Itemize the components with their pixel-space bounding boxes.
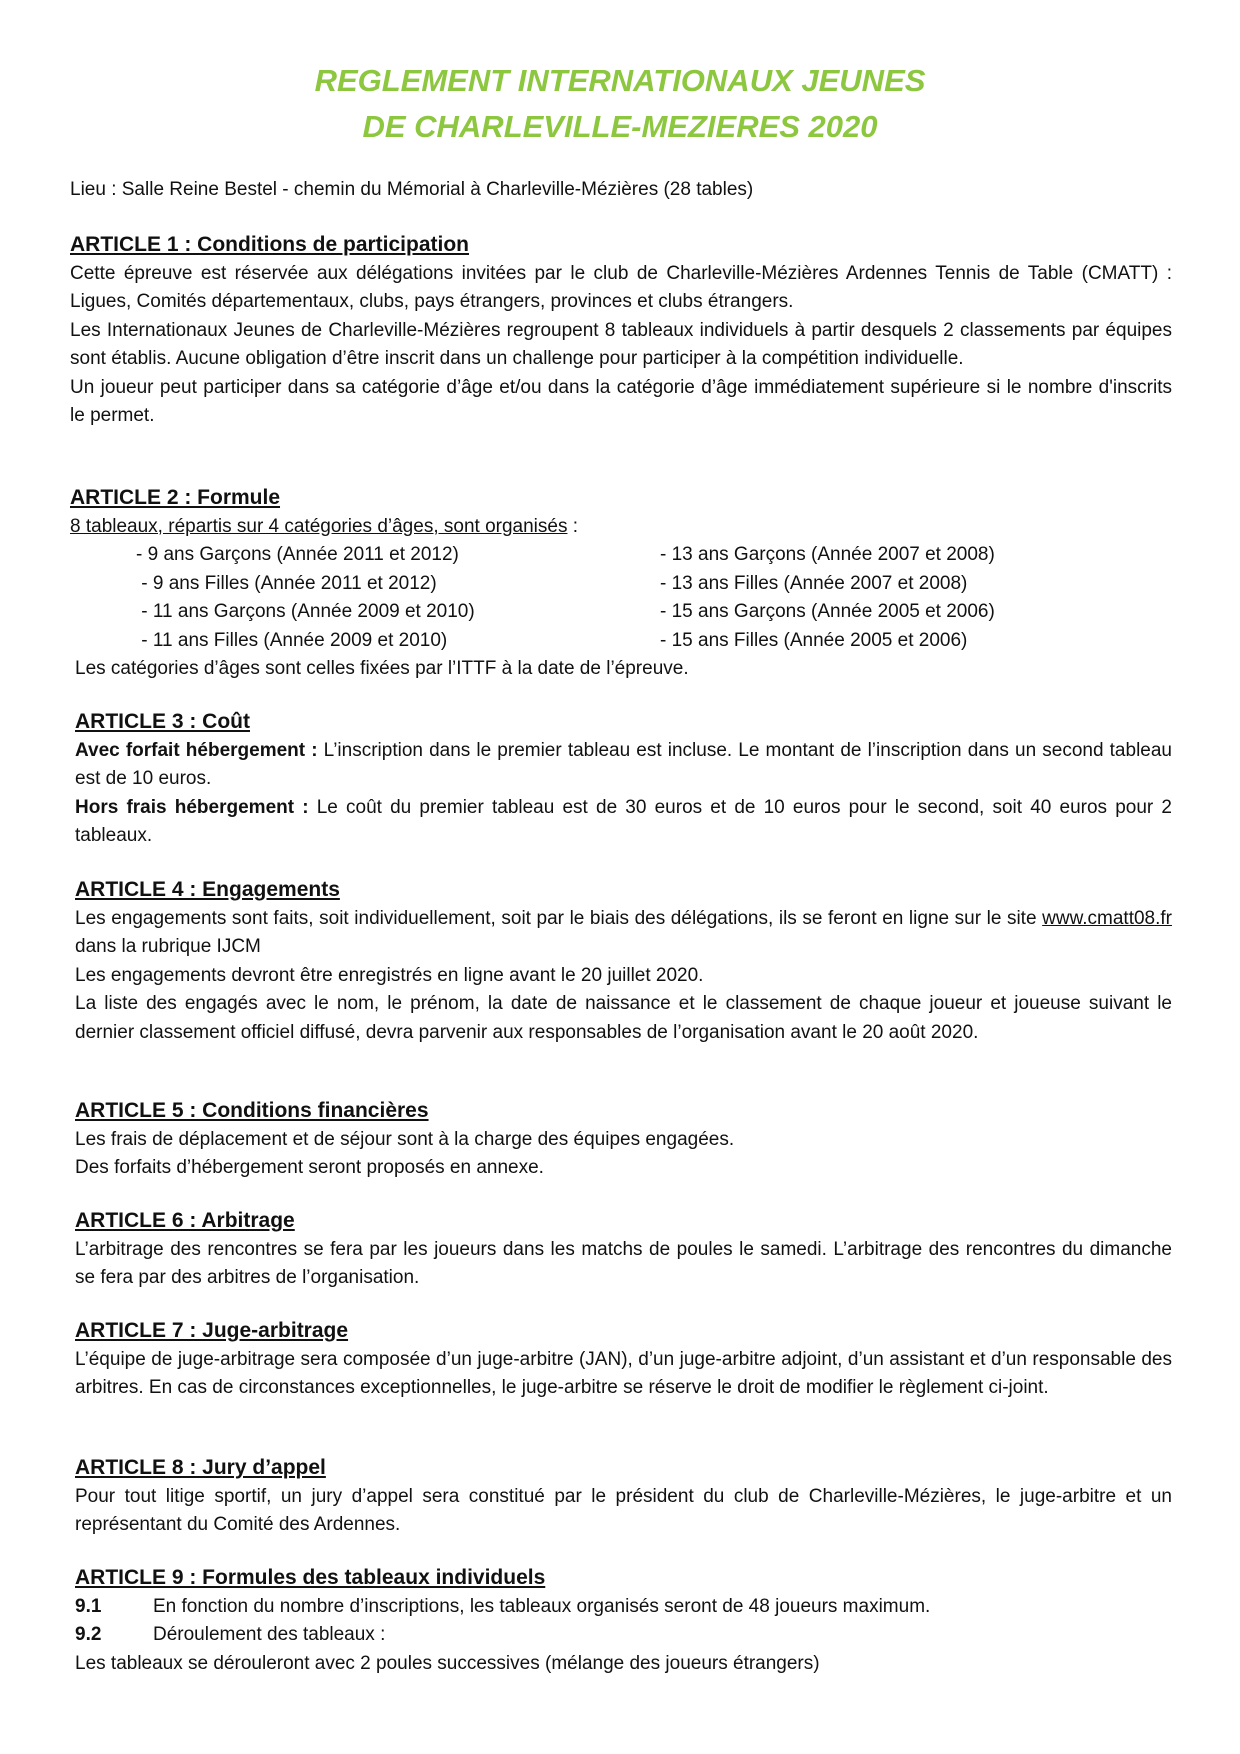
article-4 <box>75 876 1172 1047</box>
category-item: - 9 ans Garçons (Année 2011 et 2012) <box>136 544 459 565</box>
article-5-p1: Les frais de déplacement et de séjour sont à la charge des équipes engagées. <box>75 1128 735 1150</box>
categories-list <box>70 541 1172 655</box>
article-3-p2 <box>75 794 1172 851</box>
article-3-text-1: L’inscription dans le premier tableau est incluse. Le montant de l’inscription dans un second tableau est de 10 euros. <box>75 739 1172 789</box>
category-item: - 13 ans Filles (Année 2007 et 2008) <box>660 572 968 594</box>
category-item: - 11 ans Filles (Année 2009 et 2010) <box>136 629 448 651</box>
article-3-heading: ARTICLE 3 : Coût <box>75 710 250 733</box>
article-2-intro-line <box>70 513 1172 542</box>
article-3-label-1: Avec forfait hébergement : <box>75 739 318 761</box>
article-2-intro: 8 tableaux, répartis sur 4 catégories d’âges, sont organisés <box>70 515 568 537</box>
article-3 <box>75 708 1172 851</box>
article-4-p3: La liste des engagés avec le nom, le prénom, la date de naissance et le classement de chaque joueur et joueuse suivant le dernier classement officiel diffusé, devra parvenir aux responsables de l’organisation avant le 20 août 2020. <box>75 993 1172 1043</box>
item-text: Déroulement des tableaux : <box>153 1624 386 1645</box>
category-item: - 15 ans Garçons (Année 2005 et 2006) <box>660 601 995 622</box>
article-6-heading: ARTICLE 6 : Arbitrage <box>75 1209 295 1232</box>
category-item: - 11 ans Garçons (Année 2009 et 2010) <box>136 601 475 622</box>
article-8 <box>75 1454 1172 1540</box>
article-7-heading: ARTICLE 7 : Juge-arbitrage <box>75 1319 349 1342</box>
article-9-item-2 <box>75 1621 1172 1650</box>
category-item: - 9 ans Filles (Année 2011 et 2012) <box>136 572 437 594</box>
website-link[interactable]: www.cmatt08.fr <box>1042 907 1172 929</box>
article-4-p1-after: dans la rubrique IJCM <box>75 936 261 957</box>
article-5 <box>75 1097 1172 1183</box>
article-9-heading: ARTICLE 9 : Formules des tableaux individuels <box>75 1566 546 1589</box>
lieu-line <box>70 176 1172 205</box>
article-3-p1 <box>75 737 1172 794</box>
article-1-p1: Cette épreuve est réservée aux délégations invitées par le club de Charleville-Mézières Ardennes Tennis de Table (CMATT) : Ligues, Comités départementaux, clubs, pays étrangers, provinces et clubs étrangers. <box>70 262 1172 312</box>
categories-left-column <box>70 541 660 655</box>
article-4-p1-before: Les engagements sont faits, soit individuellement, soit par le biais des délégations, ils se feront en ligne sur le site <box>75 907 1043 929</box>
article-1-p3: Un joueur peut participer dans sa catégorie d’âge et/ou dans la catégorie d’âge immédiatement supérieure si le nombre d'inscrits le permet. <box>70 376 1172 426</box>
title-line-1: REGLEMENT INTERNATIONAUX JEUNES <box>314 63 926 98</box>
article-1 <box>70 231 1172 431</box>
article-3-text-2: Le coût du premier tableau est de 30 euros et de 10 euros pour le second, soit 40 euros pour 2 tableaux. <box>75 796 1172 846</box>
article-9-p3: Les tableaux se dérouleront avec 2 poules successives (mélange des joueurs étrangers) <box>75 1652 820 1674</box>
article-6 <box>75 1207 1172 1293</box>
article-2-heading: ARTICLE 2 : Formule <box>70 486 281 509</box>
title-line-2: DE CHARLEVILLE-MEZIERES 2020 <box>362 109 878 144</box>
lieu-text: Lieu : Salle Reine Bestel - chemin du Mémorial à Charleville-Mézières (28 tables) <box>70 179 754 200</box>
article-9 <box>75 1564 1172 1678</box>
categories-right-column <box>660 541 1100 655</box>
article-2-note: Les catégories d’âges sont celles fixées par l’ITTF à la date de l’épreuve. <box>75 658 689 679</box>
article-2-intro-suffix: : <box>567 515 579 537</box>
article-4-p2: Les engagements devront être enregistrés en ligne avant le 20 juillet 2020. <box>75 964 704 986</box>
category-item: - 15 ans Filles (Année 2005 et 2006) <box>660 629 968 651</box>
article-5-heading: ARTICLE 5 : Conditions financières <box>75 1099 429 1122</box>
article-1-heading: ARTICLE 1 : Conditions de participation <box>70 233 469 256</box>
article-6-p1: L’arbitrage des rencontres se fera par les joueurs dans les matchs de poules le samedi. L’arbitrage des rencontres du dimanche se fera par des arbitres de l’organisation. <box>75 1238 1172 1288</box>
category-item: - 13 ans Garçons (Année 2007 et 2008) <box>660 544 995 565</box>
article-4-heading: ARTICLE 4 : Engagements <box>75 878 340 901</box>
item-number: 9.2 <box>75 1624 102 1645</box>
article-5-p2: Des forfaits d’hébergement seront proposés en annexe. <box>75 1157 544 1178</box>
article-8-heading: ARTICLE 8 : Jury d’appel <box>75 1456 326 1479</box>
article-3-label-2: Hors frais hébergement : <box>75 796 309 818</box>
article-7 <box>75 1317 1172 1403</box>
document-title <box>0 58 1240 150</box>
article-7-p1: L’équipe de juge-arbitrage sera composée d’un juge-arbitre (JAN), d’un juge-arbitre adjoint, d’un assistant et d’un responsable des arbitres. En cas de circonstances exceptionnelles, le juge-arbitre se réserve le droit de modifier le règlement ci-joint. <box>75 1348 1172 1398</box>
article-2 <box>70 484 1172 684</box>
article-4-p1 <box>75 905 1172 962</box>
item-number: 9.1 <box>75 1595 102 1617</box>
article-9-item-1 <box>75 1593 1172 1622</box>
item-text: En fonction du nombre d’inscriptions, les tableaux organisés seront de 48 joueurs maximum. <box>153 1595 931 1617</box>
article-8-p1: Pour tout litige sportif, un jury d’appel sera constitué par le président du club de Charleville-Mézières, le juge-arbitre et un représentant du Comité des Ardennes. <box>75 1485 1172 1535</box>
article-1-p2: Les Internationaux Jeunes de Charleville-Mézières regroupent 8 tableaux individuels à partir desquels 2 classements par équipes sont établis. Aucune obligation d’être inscrit dans un challenge pour participer à la compétition individuelle. <box>70 319 1172 369</box>
